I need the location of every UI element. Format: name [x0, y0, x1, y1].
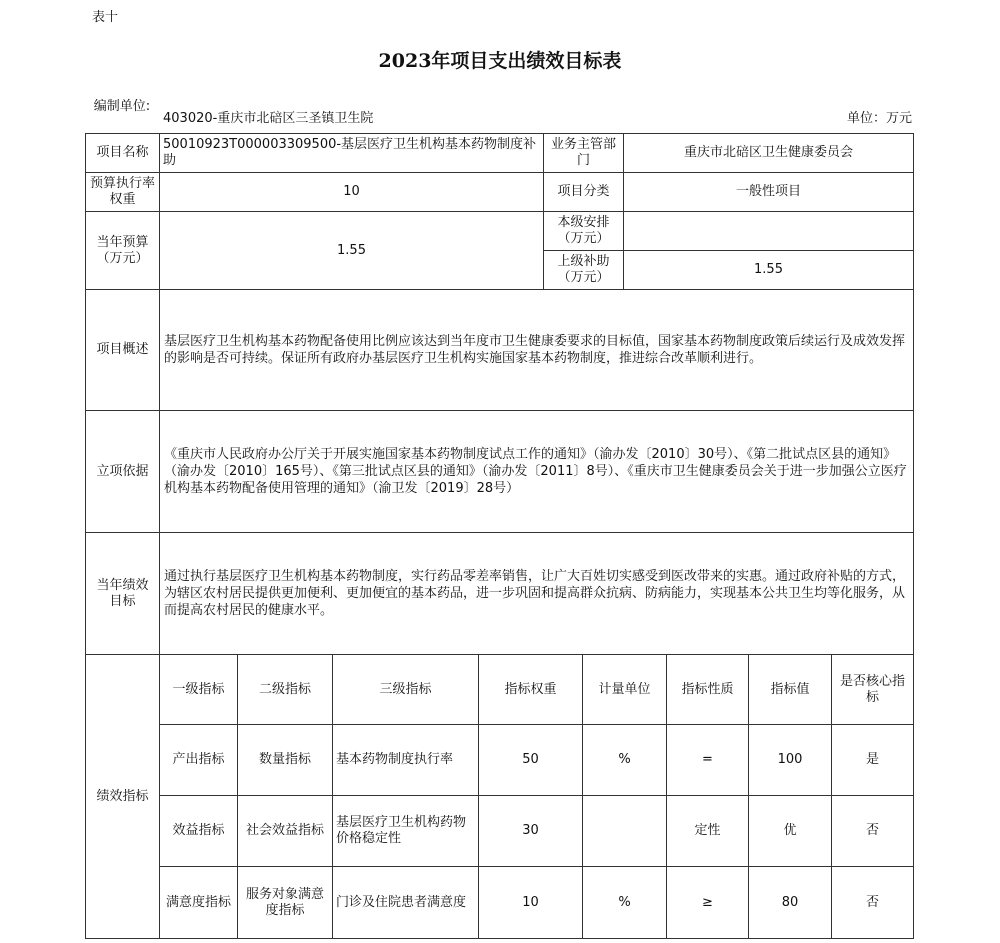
goal-label: 当年绩效目标 — [85, 533, 160, 655]
basis-text: 《重庆市人民政府办公厅关于开展实施国家基本药物制度试点工作的通知》（渝办发〔2010〕30号）、《第二批试点区县的通知》（渝办发〔2010〕165号）、《第三批试点区县的通知》（渝办发〔2011〕8号）、《重庆市卫生健康委员会关于进一步加强公立医疗机构基本药物配备使用管理的通知》（渝卫发〔2019〕28号） — [160, 411, 914, 533]
table-cell: 效益指标 — [160, 796, 238, 867]
header-core: 是否核心指标 — [832, 655, 914, 725]
budget-weight-label: 预算执行率权重 — [85, 173, 160, 212]
category-value: 一般性项目 — [624, 173, 914, 212]
annual-budget-value: 1.55 — [160, 212, 544, 290]
header-level1: 一级指标 — [160, 655, 238, 725]
header-unit: 计量单位 — [583, 655, 667, 725]
project-name-value: 50010923T000003309500-基层医疗卫生机构基本药物制度补助 — [160, 133, 544, 173]
table-cell: 服务对象满意度指标 — [238, 867, 333, 939]
category-label: 项目分类 — [544, 173, 624, 212]
header-level2: 二级指标 — [238, 655, 333, 725]
page-title: 2023年项目支出绩效目标表 — [378, 50, 622, 72]
project-name-label: 项目名称 — [85, 133, 160, 173]
basis-label: 立项依据 — [85, 411, 160, 533]
overview-text: 基层医疗卫生机构基本药物配备使用比例应该达到当年度市卫生健康委要求的目标值，国家基本药物制度政策后续运行及成效发挥的影响是否可持续。保证所有政府办基层医疗卫生机构实施国家基本药物制度，推进综合改革顺利进行。 — [160, 290, 914, 411]
table-cell: 30 — [479, 796, 583, 867]
table-cell: % — [583, 725, 667, 796]
compiling-unit-label: 编制单位: — [93, 99, 151, 114]
performance-target-table — [85, 133, 914, 939]
table-cell — [583, 796, 667, 867]
currency-unit-label: 单位：万元 — [846, 111, 912, 126]
header-level3: 三级指标 — [333, 655, 479, 725]
table-cell: 满意度指标 — [160, 867, 238, 939]
table-cell: 基本药物制度执行率 — [333, 725, 479, 796]
budget-weight-value: 10 — [160, 173, 544, 212]
table-cell: ≥ — [667, 867, 749, 939]
table-number-label: 表十 — [92, 10, 119, 25]
table-cell: 社会效益指标 — [238, 796, 333, 867]
table-cell: 优 — [749, 796, 832, 867]
local-arrangement-value — [624, 212, 914, 251]
table-cell: = — [667, 725, 749, 796]
table-cell: 基层医疗卫生机构药物价格稳定性 — [333, 796, 479, 867]
header-weight: 指标权重 — [479, 655, 583, 725]
table-cell: 产出指标 — [160, 725, 238, 796]
indicators-label: 绩效指标 — [85, 655, 160, 939]
compiling-unit-value: 403020-重庆市北碚区三圣镇卫生院 — [163, 111, 374, 126]
annual-budget-label: 当年预算（万元） — [85, 212, 160, 290]
dept-value: 重庆市北碚区卫生健康委员会 — [624, 133, 914, 173]
table-cell: 80 — [749, 867, 832, 939]
table-cell: 是 — [832, 725, 914, 796]
dept-label: 业务主管部门 — [544, 133, 624, 173]
table-cell: % — [583, 867, 667, 939]
table-cell: 定性 — [667, 796, 749, 867]
upper-subsidy-label: 上级补助（万元） — [544, 251, 624, 290]
table-cell: 数量指标 — [238, 725, 333, 796]
table-cell: 否 — [832, 796, 914, 867]
header-value: 指标值 — [749, 655, 832, 725]
local-arrangement-label: 本级安排（万元） — [544, 212, 624, 251]
table-cell: 50 — [479, 725, 583, 796]
table-cell: 10 — [479, 867, 583, 939]
upper-subsidy-value: 1.55 — [624, 251, 914, 290]
table-cell: 门诊及住院患者满意度 — [333, 867, 479, 939]
header-nature: 指标性质 — [667, 655, 749, 725]
table-cell: 否 — [832, 867, 914, 939]
goal-text: 通过执行基层医疗卫生机构基本药物制度，实行药品零差率销售，让广大百姓切实感受到医改带来的实惠。通过政府补贴的方式，为辖区农村居民提供更加便利、更加便宜的基本药品，进一步巩固和提高群众抗病、防病能力，实现基本公共卫生均等化服务，从而提高农村居民的健康水平。 — [160, 533, 914, 655]
table-cell: 100 — [749, 725, 832, 796]
overview-label: 项目概述 — [85, 290, 160, 411]
